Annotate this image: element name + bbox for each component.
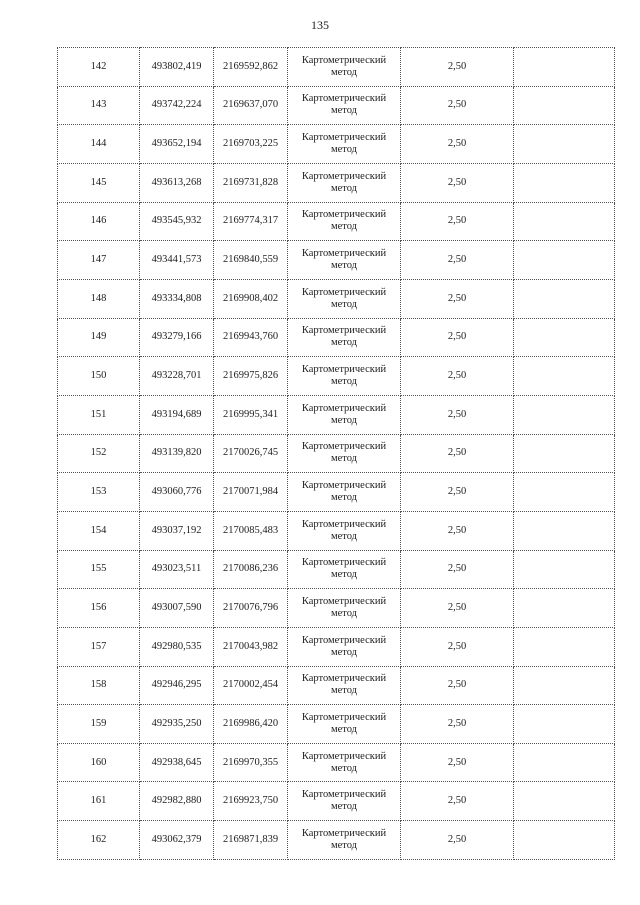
point-number-cell: 154 xyxy=(58,511,140,550)
method-cell xyxy=(288,125,401,164)
x-coordinate-cell: 493194,689 xyxy=(140,395,214,434)
accuracy-cell: 2,50 xyxy=(401,241,514,280)
y-coordinate-cell: 2170071,984 xyxy=(214,473,288,512)
accuracy-cell: 2,50 xyxy=(401,666,514,705)
table-row xyxy=(58,202,615,241)
y-coordinate-cell: 2169986,420 xyxy=(214,705,288,744)
accuracy-cell: 2,50 xyxy=(401,589,514,628)
accuracy-cell: 2,50 xyxy=(401,48,514,87)
table-row xyxy=(58,743,615,782)
point-number-cell: 147 xyxy=(58,241,140,280)
note-cell xyxy=(514,627,615,666)
point-number-cell: 148 xyxy=(58,279,140,318)
note-cell xyxy=(514,318,615,357)
method-cell xyxy=(288,473,401,512)
note-cell xyxy=(514,821,615,860)
method-text-line-1: Картометрический xyxy=(301,402,387,414)
table-row xyxy=(58,550,615,589)
accuracy-cell: 2,50 xyxy=(401,627,514,666)
point-number-cell: 158 xyxy=(58,666,140,705)
method-text-line-2: метод xyxy=(330,144,358,156)
y-coordinate-cell: 2170076,796 xyxy=(214,589,288,628)
method-text-line-1: Картометрический xyxy=(301,364,387,376)
method-text-line-2: метод xyxy=(330,414,358,426)
accuracy-cell: 2,50 xyxy=(401,473,514,512)
method-text-line-1: Картометрический xyxy=(301,750,387,762)
y-coordinate-cell: 2169731,828 xyxy=(214,163,288,202)
method-text-line-2: метод xyxy=(330,646,358,658)
page-number: 135 xyxy=(311,18,329,32)
note-cell xyxy=(514,511,615,550)
method-cell xyxy=(288,627,401,666)
method-text-line-2: метод xyxy=(330,530,358,542)
method-cell xyxy=(288,550,401,589)
y-coordinate-cell: 2169703,225 xyxy=(214,125,288,164)
y-coordinate-cell: 2169774,317 xyxy=(214,202,288,241)
x-coordinate-cell: 493802,419 xyxy=(140,48,214,87)
y-coordinate-cell: 2169923,750 xyxy=(214,782,288,821)
note-cell xyxy=(514,163,615,202)
method-cell xyxy=(288,318,401,357)
method-text-line-2: метод xyxy=(330,762,358,774)
point-number-cell: 160 xyxy=(58,743,140,782)
table-row xyxy=(58,241,615,280)
note-cell xyxy=(514,550,615,589)
accuracy-cell: 2,50 xyxy=(401,434,514,473)
accuracy-cell: 2,50 xyxy=(401,743,514,782)
note-cell xyxy=(514,395,615,434)
x-coordinate-cell: 492946,295 xyxy=(140,666,214,705)
point-number-cell: 153 xyxy=(58,473,140,512)
point-number-cell: 151 xyxy=(58,395,140,434)
method-text-line-2: метод xyxy=(330,298,358,310)
method-text-line-2: метод xyxy=(330,723,358,735)
table-row xyxy=(58,473,615,512)
method-text-line-1: Картометрический xyxy=(301,480,387,492)
note-cell xyxy=(514,743,615,782)
method-text-line-2: метод xyxy=(330,337,358,349)
accuracy-cell: 2,50 xyxy=(401,705,514,744)
y-coordinate-cell: 2169637,070 xyxy=(214,86,288,125)
accuracy-cell: 2,50 xyxy=(401,318,514,357)
table-row xyxy=(58,163,615,202)
accuracy-cell: 2,50 xyxy=(401,821,514,860)
y-coordinate-cell: 2169840,559 xyxy=(214,241,288,280)
method-text-line-2: метод xyxy=(330,376,358,388)
method-cell xyxy=(288,511,401,550)
note-cell xyxy=(514,666,615,705)
note-cell xyxy=(514,241,615,280)
method-cell xyxy=(288,434,401,473)
x-coordinate-cell: 493334,808 xyxy=(140,279,214,318)
note-cell xyxy=(514,434,615,473)
method-text-line-2: метод xyxy=(330,492,358,504)
y-coordinate-cell: 2169943,760 xyxy=(214,318,288,357)
x-coordinate-cell: 493060,776 xyxy=(140,473,214,512)
note-cell xyxy=(514,589,615,628)
y-coordinate-cell: 2170026,745 xyxy=(214,434,288,473)
method-text-line-1: Картометрический xyxy=(301,132,387,144)
coordinates-table xyxy=(57,47,615,860)
point-number-cell: 146 xyxy=(58,202,140,241)
x-coordinate-cell: 493007,590 xyxy=(140,589,214,628)
method-cell xyxy=(288,782,401,821)
x-coordinate-cell: 493545,932 xyxy=(140,202,214,241)
method-text-line-1: Картометрический xyxy=(301,827,387,839)
method-cell xyxy=(288,86,401,125)
table-row xyxy=(58,395,615,434)
accuracy-cell: 2,50 xyxy=(401,550,514,589)
method-text-line-1: Картометрический xyxy=(301,711,387,723)
x-coordinate-cell: 493279,166 xyxy=(140,318,214,357)
table-row xyxy=(58,318,615,357)
note-cell xyxy=(514,202,615,241)
accuracy-cell: 2,50 xyxy=(401,357,514,396)
x-coordinate-cell: 493062,379 xyxy=(140,821,214,860)
x-coordinate-cell: 492935,250 xyxy=(140,705,214,744)
x-coordinate-cell: 493037,192 xyxy=(140,511,214,550)
note-cell xyxy=(514,279,615,318)
accuracy-cell: 2,50 xyxy=(401,163,514,202)
table-row xyxy=(58,666,615,705)
accuracy-cell: 2,50 xyxy=(401,511,514,550)
point-number-cell: 157 xyxy=(58,627,140,666)
table-row xyxy=(58,125,615,164)
x-coordinate-cell: 493742,224 xyxy=(140,86,214,125)
method-cell xyxy=(288,743,401,782)
note-cell xyxy=(514,48,615,87)
table-row xyxy=(58,48,615,87)
point-number-cell: 152 xyxy=(58,434,140,473)
accuracy-cell: 2,50 xyxy=(401,395,514,434)
method-text-line-2: метод xyxy=(330,66,358,78)
table-body xyxy=(58,48,615,860)
method-cell xyxy=(288,395,401,434)
method-cell xyxy=(288,202,401,241)
y-coordinate-cell: 2170043,982 xyxy=(214,627,288,666)
point-number-cell: 156 xyxy=(58,589,140,628)
point-number-cell: 155 xyxy=(58,550,140,589)
note-cell xyxy=(514,705,615,744)
point-number-cell: 144 xyxy=(58,125,140,164)
table-row xyxy=(58,279,615,318)
table-row xyxy=(58,705,615,744)
table-row xyxy=(58,357,615,396)
method-cell xyxy=(288,666,401,705)
table-row xyxy=(58,589,615,628)
accuracy-cell: 2,50 xyxy=(401,86,514,125)
point-number-cell: 149 xyxy=(58,318,140,357)
x-coordinate-cell: 493652,194 xyxy=(140,125,214,164)
method-text-line-1: Картометрический xyxy=(301,170,387,182)
method-text-line-2: метод xyxy=(330,221,358,233)
method-text-line-2: метод xyxy=(330,608,358,620)
table-row xyxy=(58,434,615,473)
x-coordinate-cell: 492938,645 xyxy=(140,743,214,782)
method-cell xyxy=(288,357,401,396)
method-text-line-2: метод xyxy=(330,685,358,697)
method-cell xyxy=(288,705,401,744)
method-text-line-1: Картометрический xyxy=(301,248,387,260)
note-cell xyxy=(514,125,615,164)
y-coordinate-cell: 2169975,826 xyxy=(214,357,288,396)
method-text-line-2: метод xyxy=(330,569,358,581)
point-number-cell: 162 xyxy=(58,821,140,860)
method-text-line-2: метод xyxy=(330,105,358,117)
x-coordinate-cell: 493023,511 xyxy=(140,550,214,589)
note-cell xyxy=(514,782,615,821)
x-coordinate-cell: 493613,268 xyxy=(140,163,214,202)
table-row xyxy=(58,511,615,550)
x-coordinate-cell: 493441,573 xyxy=(140,241,214,280)
method-text-line-2: метод xyxy=(330,839,358,851)
method-text-line-1: Картометрический xyxy=(301,209,387,221)
x-coordinate-cell: 492980,535 xyxy=(140,627,214,666)
accuracy-cell: 2,50 xyxy=(401,202,514,241)
accuracy-cell: 2,50 xyxy=(401,125,514,164)
accuracy-cell: 2,50 xyxy=(401,279,514,318)
table-row xyxy=(58,782,615,821)
method-text-line-2: метод xyxy=(330,453,358,465)
method-cell xyxy=(288,48,401,87)
y-coordinate-cell: 2169592,862 xyxy=(214,48,288,87)
method-text-line-2: метод xyxy=(330,182,358,194)
x-coordinate-cell: 493139,820 xyxy=(140,434,214,473)
table-row xyxy=(58,821,615,860)
y-coordinate-cell: 2169970,355 xyxy=(214,743,288,782)
y-coordinate-cell: 2170085,483 xyxy=(214,511,288,550)
note-cell xyxy=(514,473,615,512)
method-cell xyxy=(288,821,401,860)
point-number-cell: 161 xyxy=(58,782,140,821)
point-number-cell: 145 xyxy=(58,163,140,202)
method-text-line-1: Картометрический xyxy=(301,557,387,569)
x-coordinate-cell: 493228,701 xyxy=(140,357,214,396)
method-text-line-1: Картометрический xyxy=(301,673,387,685)
y-coordinate-cell: 2169871,839 xyxy=(214,821,288,860)
point-number-cell: 150 xyxy=(58,357,140,396)
note-cell xyxy=(514,86,615,125)
method-text-line-1: Картометрический xyxy=(301,634,387,646)
y-coordinate-cell: 2170086,236 xyxy=(214,550,288,589)
method-text-line-2: метод xyxy=(330,260,358,272)
y-coordinate-cell: 2169995,341 xyxy=(214,395,288,434)
x-coordinate-cell: 492982,880 xyxy=(140,782,214,821)
point-number-cell: 159 xyxy=(58,705,140,744)
y-coordinate-cell: 2170002,454 xyxy=(214,666,288,705)
table-row xyxy=(58,86,615,125)
method-cell xyxy=(288,589,401,628)
point-number-cell: 142 xyxy=(58,48,140,87)
method-cell xyxy=(288,163,401,202)
note-cell xyxy=(514,357,615,396)
method-text-line-1: Картометрический xyxy=(301,441,387,453)
method-text-line-1: Картометрический xyxy=(301,54,387,66)
point-number-cell: 143 xyxy=(58,86,140,125)
method-text-line-1: Картометрический xyxy=(301,286,387,298)
method-cell xyxy=(288,241,401,280)
method-text-line-1: Картометрический xyxy=(301,93,387,105)
method-cell xyxy=(288,279,401,318)
method-text-line-1: Картометрический xyxy=(301,789,387,801)
method-text-line-2: метод xyxy=(330,801,358,813)
method-text-line-1: Картометрический xyxy=(301,518,387,530)
y-coordinate-cell: 2169908,402 xyxy=(214,279,288,318)
accuracy-cell: 2,50 xyxy=(401,782,514,821)
method-text-line-1: Картометрический xyxy=(301,325,387,337)
table-row xyxy=(58,627,615,666)
method-text-line-1: Картометрический xyxy=(301,596,387,608)
